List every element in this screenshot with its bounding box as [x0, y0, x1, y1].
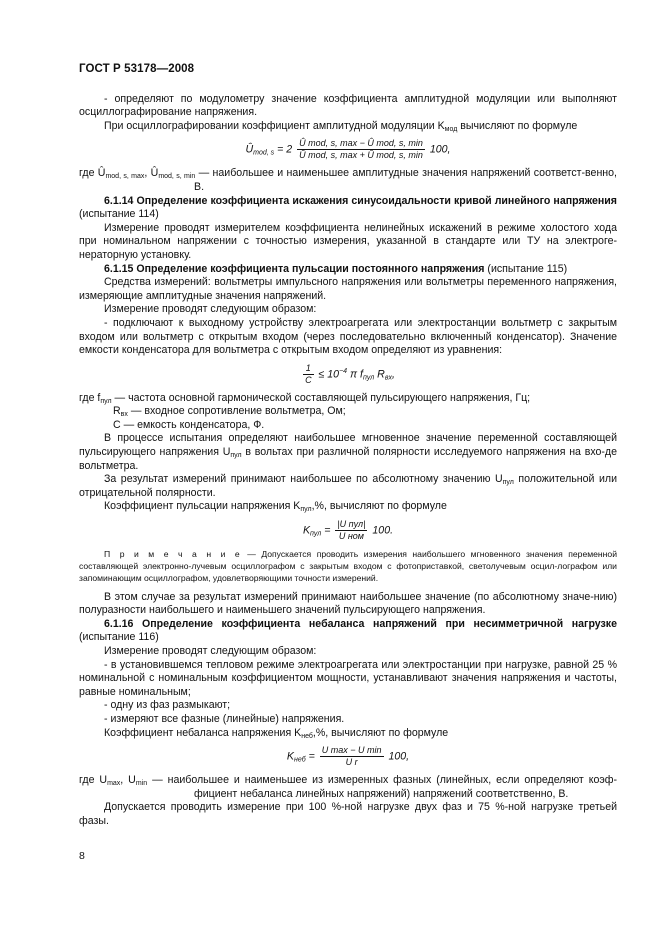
text: В процессе испытания определяют наибольшее мгновенное значение переменной составляющей пульсирующего напряжения U: [79, 432, 617, 459]
text: - одну из фаз размыкают;: [104, 699, 231, 712]
formula-text: ,: [391, 367, 395, 380]
fraction: [320, 745, 384, 768]
standard-header: ГОСТ Р 53178—2008: [79, 63, 195, 75]
numerator: Û mod, s, max − Û mod, s, min: [299, 138, 423, 149]
numerator: U max − U min: [321, 745, 382, 756]
formula-text: =: [321, 524, 334, 537]
text: Допускается проводить измерение при 100 %-ной нагрузке двух фаз и 75 %-ной нагрузке третьей фазы.: [79, 801, 617, 827]
subscript: неб: [293, 756, 306, 764]
text: где f: [79, 391, 101, 404]
section-heading-6-1-16: [79, 618, 617, 645]
text: За результат измерений принимают наибольшее по абсолютному значению U: [104, 473, 503, 486]
formula-text: R: [374, 367, 385, 380]
section-heading-6-1-14: [79, 195, 617, 222]
where-block: [79, 774, 617, 801]
text: Измерение проводят следующим образом:: [104, 303, 317, 316]
subscript: пул: [502, 479, 514, 487]
text: R: [113, 405, 121, 418]
subscript: неб: [301, 732, 313, 740]
formula-ripple: [79, 519, 617, 542]
subscript: вх: [120, 411, 128, 419]
paragraph: [79, 713, 617, 727]
paragraph: [79, 591, 617, 618]
subscript: пул: [230, 452, 242, 460]
paragraph: [79, 93, 617, 120]
denominator: C: [305, 374, 312, 385]
formula-text: π f: [347, 367, 363, 380]
formula-symbol: Û: [245, 143, 254, 156]
text: вычисляют по формуле: [457, 119, 578, 132]
denominator: U ном: [338, 531, 364, 542]
denominator: Û mod, s, max + Û mod, s, min: [299, 150, 423, 161]
where-block: [79, 167, 617, 194]
formula-symbol: K: [286, 750, 294, 763]
text: - определяют по модулометру значение коэффициента амплитудной модуляции или выполняют осциллографирование напряжения.: [79, 92, 617, 119]
formula-text: =: [305, 750, 318, 763]
formula-text: 100,: [429, 143, 451, 156]
subscript: mod, s, min: [158, 173, 196, 181]
subscript: пул: [100, 397, 112, 405]
text: Измерение проводят следующим образом:: [104, 645, 317, 658]
formula-capacitance: [79, 363, 617, 386]
text: — наибольшее и наименьшее амплитудные значения напряжений соответст-венно, В.: [194, 167, 617, 193]
text: Коэффициент пульсации напряжения K: [104, 500, 301, 513]
text: в вольтах при различной полярности исследуемого напряжения на вхо-де вольтметра.: [79, 446, 617, 472]
text: - подключают к выходному устройству электроагрегата или электростанции вольтметр с закрытым входом или вольтметр с открытым входом (через последовательно включенный конденсатор). Значение емкости конденсатора для вольтметра с открытым входом определяют из уравнения:: [79, 316, 617, 357]
text: , Û: [144, 167, 159, 180]
subscript: mod, s, max: [105, 173, 145, 181]
paragraph: [79, 303, 617, 317]
section-heading-6-1-15: [79, 263, 617, 277]
paragraph: [79, 120, 617, 134]
where-line: [79, 419, 617, 433]
subscript: max: [107, 780, 121, 788]
text: Коэффициент небаланса напряжения K: [104, 726, 302, 739]
formula-text: 100,: [388, 750, 410, 763]
note-text: — Допускается проводить измерения наибольшего мгновенного значения переменной составляющей электронно-лучевым осциллографом с закрытым входом с фотоприставкой, светолучевым осцил-лографом или запоминающим осциллографом, удовлетворяющими точности измерений.: [79, 549, 617, 584]
where-line: [79, 405, 617, 419]
text: C — емкость конденсатора, Ф.: [113, 418, 265, 431]
text: — наибольшее и наименьшее из измеренных фазных (линейных, если определяют коэф-фициент небаланса линейных напряжений) напряжений соответственно, В.: [147, 774, 617, 800]
text: При осциллографировании коэффициент амплитудной модуляции K: [104, 119, 445, 132]
text: В этом случае за результат измерений принимают наибольшее значение (по абсолютному значе-нию) полуразности наибольшего и наименьшего значений пульсирующего напряжения.: [79, 590, 617, 617]
subscript: пул: [300, 506, 312, 514]
text: ,%, вычисляют по формуле: [311, 500, 447, 513]
subscript: mod, s: [253, 149, 275, 157]
paragraph: [79, 432, 617, 473]
superscript: −4: [339, 367, 348, 375]
text: — входное сопротивление вольтметра, Ом;: [127, 405, 346, 418]
section-title: 6.1.15 Определение коэффициента пульсации постоянного напряжения: [104, 262, 485, 275]
formula-text: = 2: [274, 143, 293, 156]
page-number: 8: [79, 850, 85, 862]
paragraph: [79, 276, 617, 303]
text: ,%, вычисляют по формуле: [312, 726, 449, 739]
paragraph: [79, 317, 617, 358]
text: Измерение проводят измерителем коэффициента нелинейных искажений в режиме холостого хода при номинальном напряжении с точностью измерения, указанной в стандарте или ТУ на электроге-нераторную установку.: [79, 221, 617, 261]
paragraph: [79, 473, 617, 500]
numerator: 1: [303, 363, 314, 375]
text: положительной или отрицательной полярности.: [79, 473, 617, 499]
text: - в установившемся тепловом режиме электроагрегата или электростанции при нагрузке, равной 25 % номинальной с номинальным коэффициентом мощности, устанавливают значения напряжения и частоты, равные номинальным;: [79, 658, 617, 698]
paragraph: [79, 645, 617, 659]
text: где U: [79, 774, 108, 787]
paragraph: [79, 699, 617, 713]
section-title: 6.1.14 Определение коэффициента искажения синусоидальности кривой линейного напряжения: [104, 194, 617, 207]
note: [79, 548, 617, 585]
formula-unbalance: [79, 745, 617, 768]
formula-symbol: K: [302, 524, 311, 537]
text: где Û: [79, 167, 106, 180]
paragraph: [79, 659, 617, 700]
text: - измеряют все фазные (линейные) напряжения.: [104, 712, 345, 725]
text: , U: [120, 774, 136, 787]
text: (испытание 116): [79, 631, 159, 644]
numerator: |U пул|: [337, 519, 366, 530]
paragraph: [79, 801, 617, 828]
subscript: пул: [310, 530, 322, 538]
section-title: 6.1.16 Определение коэффициента небаланса напряжений при несимметричной нагрузке: [104, 617, 617, 630]
fraction: [297, 138, 425, 161]
subscript: вх: [384, 373, 392, 381]
subscript: мод: [444, 125, 458, 133]
formula-text: ≤ 10: [318, 367, 340, 380]
text: (испытание 114): [79, 208, 159, 221]
where-line: [79, 392, 617, 406]
subscript: пул: [362, 373, 375, 381]
fraction: [303, 363, 314, 386]
paragraph: [79, 727, 617, 741]
paragraph: [79, 500, 617, 514]
subscript: min: [135, 780, 148, 788]
text: — частота основной гармонической составляющей пульсирующего напряжения, Гц;: [111, 391, 531, 404]
formula-modulation: [79, 138, 617, 161]
text: (испытание 115): [484, 262, 568, 275]
text: Средства измерений: вольтметры импульсного напряжения или вольтметры переменного напряжения, измеряющие амплитудные значения напряжений.: [79, 276, 617, 302]
paragraph: [79, 222, 617, 263]
denominator: U r: [345, 757, 358, 768]
note-label: П р и м е ч а н и е: [104, 549, 242, 560]
formula-text: 100.: [372, 524, 394, 537]
fraction: [335, 519, 367, 542]
